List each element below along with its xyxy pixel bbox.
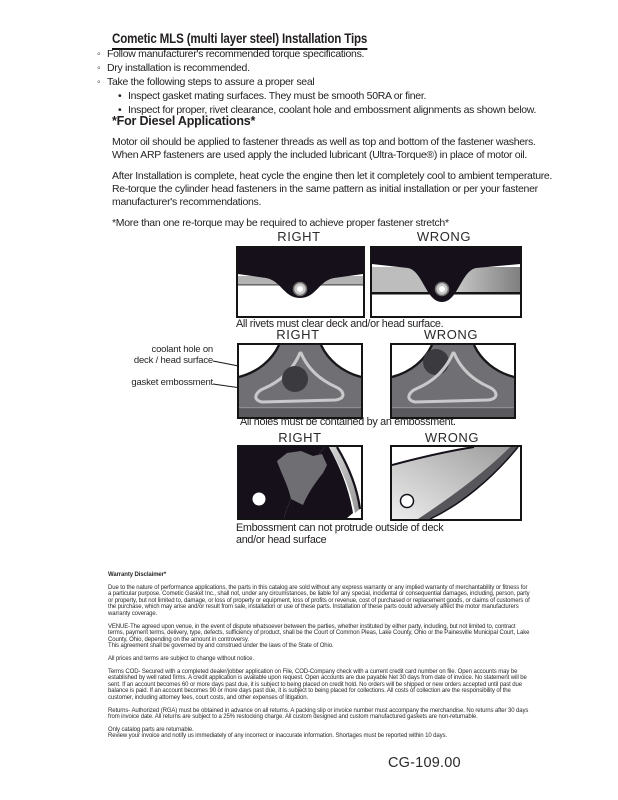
diesel-heading: *For Diesel Applications* [112,114,256,128]
embossment-wrong-diagram [392,345,514,417]
legal-paragraph: Due to the nature of performance applications, the parts in this catalog are sold without any express warranty or any implied warranty of merchantability or fitness for a particular purpose. Cometic Gasket Inc., shall not, under any circumstances, be liable for any special, incidental or consequential damages, including, person, party or property, but not limited to, damage, or loss of property or equipment, loss of profits or revenue, cost of purchased or replacement goods, or claims of customers of the purchase, which may arise and/or result from sale, installation or use of these parts. Installation of these parts could adversely affect the motor manufacturers warranty coverage. [108,584,530,617]
diesel-note: *More than one re-torque may be required to achieve proper fastener stretch* [112,217,449,229]
figure-right-label: RIGHT [276,327,320,342]
tip-text: Inspect gasket mating surfaces. They must be smooth 50RA or finer. [128,90,427,102]
sub-tips-list [118,89,577,117]
figures-section [0,228,618,558]
tip-text: Take the following steps to assure a proper seal [107,76,315,88]
page-code: CG-109.00 [388,755,461,771]
list-item [97,61,577,75]
figure-caption: All rivets must clear deck and/or head surface. [236,318,444,330]
list-item [97,75,577,89]
figure-right-label: RIGHT [277,229,321,244]
legal-paragraph: Review your invoice and notify us immediately of any incorrect or inaccurate information. Shortages must be reported within 10 days. [108,733,447,740]
embossment-right-diagram [239,345,361,417]
coolant-hole-icon [423,349,449,375]
rivet-wrong-figure [370,246,522,318]
open-bullet-icon: ◦ [97,76,101,88]
figure-wrong-label: WRONG [423,327,479,342]
open-bullet-icon: ◦ [97,48,101,60]
legal-section [108,572,532,740]
tip-text: Follow manufacturer's recommended torque specifications. [107,48,365,60]
diesel-paragraph: After Installation is complete, heat cycle the engine then let it completely cool to ambient temperature. Re-torque the cylinder head fasteners in the same pattern as initial installation or per your fastener manufacturer's recommendations. [112,170,553,208]
coolant-hole-icon [282,366,308,392]
legal-paragraph: Only catalog parts are returnable. [108,726,194,733]
rivet-right-diagram [238,248,363,316]
installation-tips-list [97,47,577,117]
edge-wrong-diagram [392,447,520,519]
figure-caption: Embossment can not protrude outside of deck and/or head surface [236,522,444,546]
legal-paragraph: VENUE-The agreed upon venue, in the event of dispute whatsoever between the parties, whether instituted by either party, including, but not limited to, contract terms, payment terms, delivery, type, defects, sufficiency of product, shall be the Court of Common Pleas, Lake County, Ohio or the Painesville Municipal Court, Lake County, Ohio, depending on the amount in controversy. [108,623,530,643]
edge-right-diagram [239,447,361,518]
legal-paragraph: Returns- Authorized (RGA) must be obtained in advance on all returns. A packing slip or invoice number must accompany the merchandise. No returns after 30 days from invoice date. All returns are subject to a 25% restocking charge. All custom designed and custom manufactured gaskets are non-returnable. [108,707,529,721]
bolt-hole-icon [253,493,266,506]
coolant-hole-label: coolant hole on deck / head surface [133,344,213,366]
figure-wrong-label: WRONG [416,229,472,244]
rivet-wrong-diagram [372,248,520,316]
diesel-applications-section [112,114,560,230]
bolt-hole-icon [401,495,414,508]
list-item [118,89,577,103]
filled-bullet-icon: • [118,90,122,102]
diesel-paragraph: Motor oil should be applied to fastener threads as well as top and bottom of the fastener washers. When ARP fasteners are used apply the included lubricant (Ultra-Torque®) in place of motor oil. [112,136,536,161]
rivet-right-figure [236,246,365,318]
gasket-embossment-label: gasket embossment [131,377,213,388]
legal-paragraph: All prices and terms are subject to change without notice. [108,655,254,662]
legal-paragraph: This agreement shall be governed by and construed under the laws of the State of Ohio. [108,643,334,650]
embossment-right-figure [237,343,363,419]
list-item [97,47,577,61]
figure-right-label: RIGHT [278,430,322,445]
legal-paragraph: Terms COD- Secured with a completed dealer/jobber application on File, COD-Company check with a current credit card number on file. Open accounts may be established by well rated firms. A credit application is available upon request. Open accounts are due payable Net 30 days from date of invoice. No statement will be sent. If an account becomes 60 or more days past due, it is subject to being placed on credit hold. No orders will be shipped or new orders accepted until past due balance is paid. If an account becomes 90 or more days past due, it is subject to being placed for collections. All costs of collection are the responsibility of the customer, including attorney fees, court costs, and other expenses of litigation. [108,668,527,701]
edge-wrong-figure [390,445,522,521]
page-title: Cometic MLS (multi layer steel) Installation Tips [112,31,367,50]
figure-caption: All holes must be contained by an embossment. [240,416,456,428]
open-bullet-icon: ◦ [97,62,101,74]
edge-right-figure [237,445,363,520]
embossment-wrong-figure [390,343,516,419]
filled-bullet-icon: • [118,104,122,116]
tip-text: Inspect for proper, rivet clearance, coolant hole and embossment alignments as shown below. [128,104,537,116]
warranty-heading: Warranty Disclaimer* [108,572,167,578]
tip-text: Dry installation is recommended. [107,62,250,74]
figure-wrong-label: WRONG [424,430,480,445]
